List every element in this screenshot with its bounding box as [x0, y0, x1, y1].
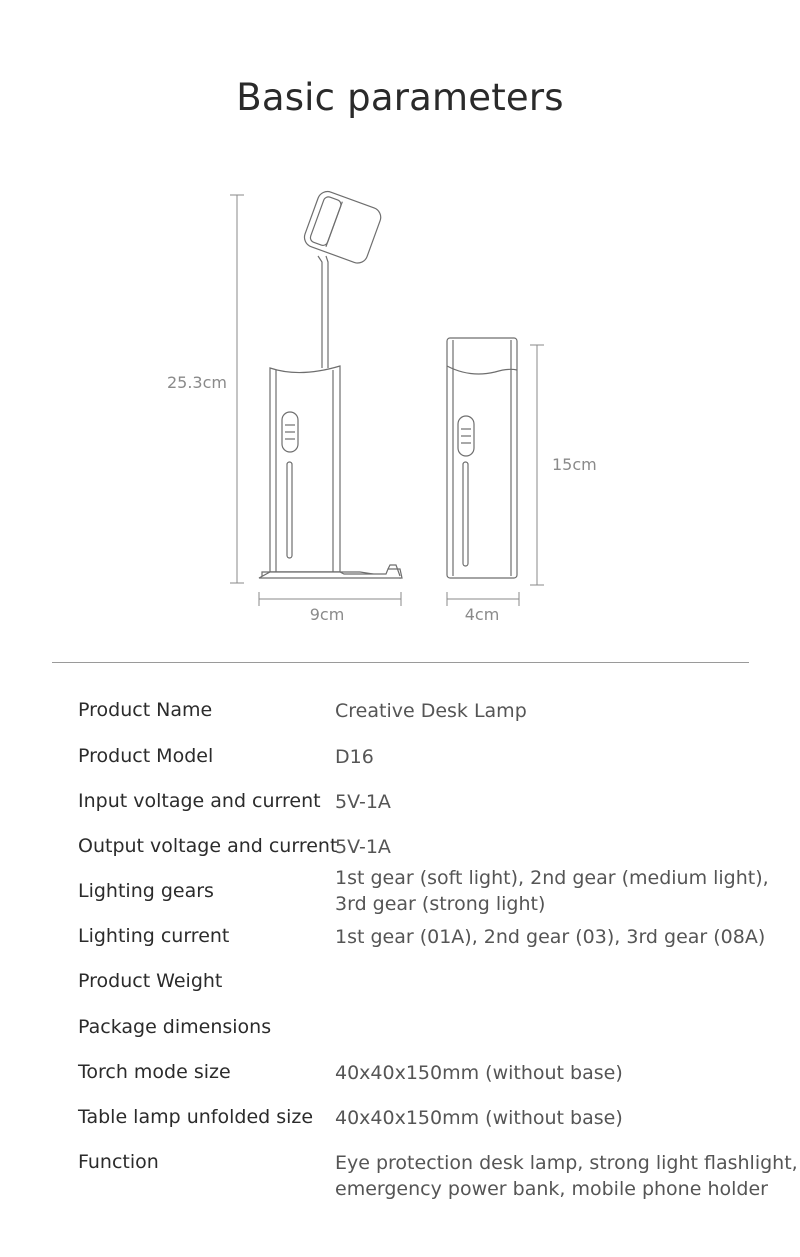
torch-height-dimension [530, 345, 544, 585]
spec-label: Input voltage and current [78, 790, 321, 812]
spec-label: Torch mode size [78, 1061, 231, 1083]
spec-value: 1st gear (01A), 2nd gear (03), 3rd gear (08A) [335, 926, 766, 948]
torch-height-label: 15cm [552, 455, 597, 474]
spec-label: Product Model [78, 745, 214, 767]
spec-value: 40x40x150mm (without base) [335, 1062, 623, 1084]
spec-value: Creative Desk Lamp [335, 700, 527, 722]
desk-lamp-illustration [259, 189, 402, 578]
spec-value: D16 [335, 746, 374, 768]
spec-label: Product Weight [78, 970, 223, 992]
spec-value: Eye protection desk lamp, strong light flashlight, emergency power bank, mobile phone holder [335, 1152, 798, 1200]
lamp-width-dimension [259, 592, 401, 606]
spec-label: Lighting gears [78, 880, 214, 902]
lamp-width-label: 9cm [309, 605, 345, 624]
spec-value: 40x40x150mm (without base) [335, 1107, 623, 1129]
spec-label: Function [78, 1151, 159, 1173]
spec-value: 1st gear (soft light), 2nd gear (medium light), 3rd gear (strong light) [335, 867, 769, 915]
lamp-height-label: 25.3cm [166, 373, 227, 392]
section-divider [52, 662, 749, 663]
spec-label: Package dimensions [78, 1016, 272, 1038]
spec-label: Table lamp unfolded size [78, 1106, 314, 1128]
lamp-height-dimension [230, 195, 244, 583]
spec-label: Product Name [78, 699, 213, 721]
spec-label: Output voltage and current [78, 835, 338, 857]
torch-width-label: 4cm [464, 605, 500, 624]
torch-width-dimension [447, 592, 519, 606]
spec-label: Lighting current [78, 925, 230, 947]
page-title: Basic parameters [236, 76, 564, 119]
spec-value: 5V-1A [335, 836, 391, 858]
spec-value: 5V-1A [335, 791, 391, 813]
torch-illustration [447, 338, 517, 578]
